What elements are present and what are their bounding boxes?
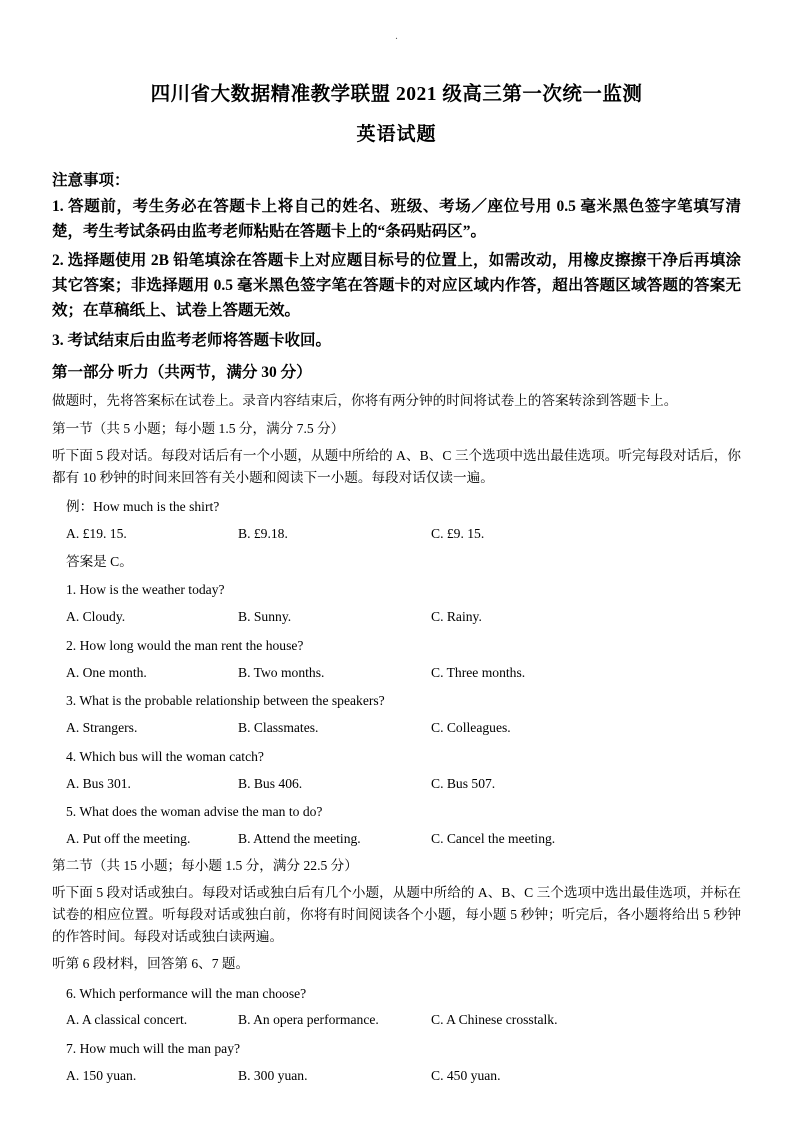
notice-heading: 注意事项：: [52, 172, 130, 189]
question-5-options: [66, 828, 741, 850]
question-3-option-a: A. Strangers.: [66, 720, 138, 736]
question-2-option-b: B. Two months.: [238, 664, 325, 680]
question-2-option-a: A. One month.: [66, 664, 147, 680]
question-4-stem: 4. Which bus will the woman catch?: [66, 748, 264, 764]
section-one-heading: 第一节（共 5 小题；每小题 1.5 分，满分 7.5 分）: [52, 420, 345, 436]
page-title: 四川省大数据精准教学联盟 2021 级高三第一次统一监测: [150, 84, 643, 105]
question-1-option-a: A. Cloudy.: [66, 609, 126, 625]
notice-item-3: 3. 考试结束后由监考老师将答题卡收回。: [52, 331, 332, 349]
question-4-options: [66, 773, 741, 795]
question-2-options: [66, 662, 741, 684]
question-5-option-a: A. Put off the meeting.: [66, 831, 191, 847]
part-one-heading: 第一部分 听力（共两节，满分 30 分）: [52, 363, 312, 381]
question-3-option-b: B. Classmates.: [238, 720, 319, 736]
question-4-option-c: C. Bus 507.: [431, 775, 496, 791]
page-subtitle: 英语试题: [356, 124, 437, 145]
example-option-b: B. £9.18.: [238, 525, 288, 541]
question-4-option-a: A. Bus 301.: [66, 775, 131, 791]
question-7-options: [66, 1065, 741, 1087]
question-2-option-c: C. Three months.: [431, 664, 526, 680]
question-5-stem: 5. What does the woman advise the man to do?: [66, 804, 323, 820]
question-5-option-b: B. Attend the meeting.: [238, 831, 361, 847]
notice-item-1: 1. 答题前，考生务必在答题卡上将自己的姓名、班级、考场／座位号用 0.5 毫米黑色签字笔填写清楚，考生考试条码由监考老师粘贴在答题卡上的“条码贴码区”。: [52, 198, 741, 241]
section-two-intro: 听下面 5 段对话或独白。每段对话或独白后有几个小题，从题中所给的 A、B、C 三个选项中选出最佳选项，并标在试卷的相应位置。听每段对话或独白前，你将有时间阅读各个小题，每小题 5 秒钟；听完后，各小题将给出 5 秒钟的作答时间。每段对话或独白读两遍。: [52, 884, 741, 945]
section-two-questions: [66, 983, 741, 1087]
question-7-option-b: B. 300 yuan.: [238, 1067, 308, 1083]
example-options: [66, 523, 741, 545]
question-7-stem: 7. How much will the man pay?: [66, 1041, 241, 1057]
example-option-a: A. £19. 15.: [66, 525, 127, 541]
question-4-option-b: B. Bus 406.: [238, 775, 303, 791]
notice-item-2: 2. 选择题使用 2B 铅笔填涂在答题卡上对应题目标号的位置上，如需改动，用橡皮擦擦干净后再填涂其它答案；非选择题用 0.5 毫米黑色签字笔在答题卡的对应区域内作答，超出答题区域答题的答案无效；在草稿纸上、试卷上答题无效。: [52, 252, 741, 320]
question-1-option-b: B. Sunny.: [238, 609, 292, 625]
example-stem: 例：How much is the shirt?: [66, 499, 220, 515]
question-7-option-a: A. 150 yuan.: [66, 1067, 137, 1083]
question-6-option-b: B. An opera performance.: [238, 1012, 379, 1028]
question-3-options: [66, 717, 741, 739]
page-top-mark: .: [395, 31, 398, 42]
material-6-7-label: 听第 6 段材料，回答第 6、7 题。: [52, 956, 250, 972]
question-6-option-c: C. A Chinese crosstalk.: [431, 1012, 558, 1028]
question-1-option-c: C. Rainy.: [431, 609, 482, 625]
question-1-stem: 1. How is the weather today?: [66, 582, 225, 598]
example-option-c: C. £9. 15.: [431, 525, 485, 541]
example-block: [66, 496, 741, 850]
question-7-option-c: C. 450 yuan.: [431, 1067, 501, 1083]
question-5-option-c: C. Cancel the meeting.: [431, 831, 556, 847]
part-one-intro: 做题时，先将答案标在试卷上。录音内容结束后，你将有两分钟的时间将试卷上的答案转涂到答题卡上。: [52, 393, 678, 409]
question-1-options: [66, 606, 741, 628]
question-6-option-a: A. A classical concert.: [66, 1012, 188, 1028]
question-6-options: [66, 1009, 741, 1031]
example-answer: 答案是 C。: [66, 553, 133, 569]
question-2-stem: 2. How long would the man rent the house?: [66, 637, 304, 653]
question-3-option-c: C. Colleagues.: [431, 720, 511, 736]
section-two-heading: 第二节（共 15 小题；每小题 1.5 分，满分 22.5 分）: [52, 857, 358, 873]
question-6-stem: 6. Which performance will the man choose?: [66, 985, 307, 1001]
section-one-intro: 听下面 5 段对话。每段对话后有一个小题，从题中所给的 A、B、C 三个选项中选出最佳选项。听完每段对话后，你都有 10 秒钟的时间来回答有关小题和阅读下一小题。每段对话仅读一遍。: [52, 447, 741, 485]
question-3-stem: 3. What is the probable relationship between the speakers?: [66, 693, 385, 709]
